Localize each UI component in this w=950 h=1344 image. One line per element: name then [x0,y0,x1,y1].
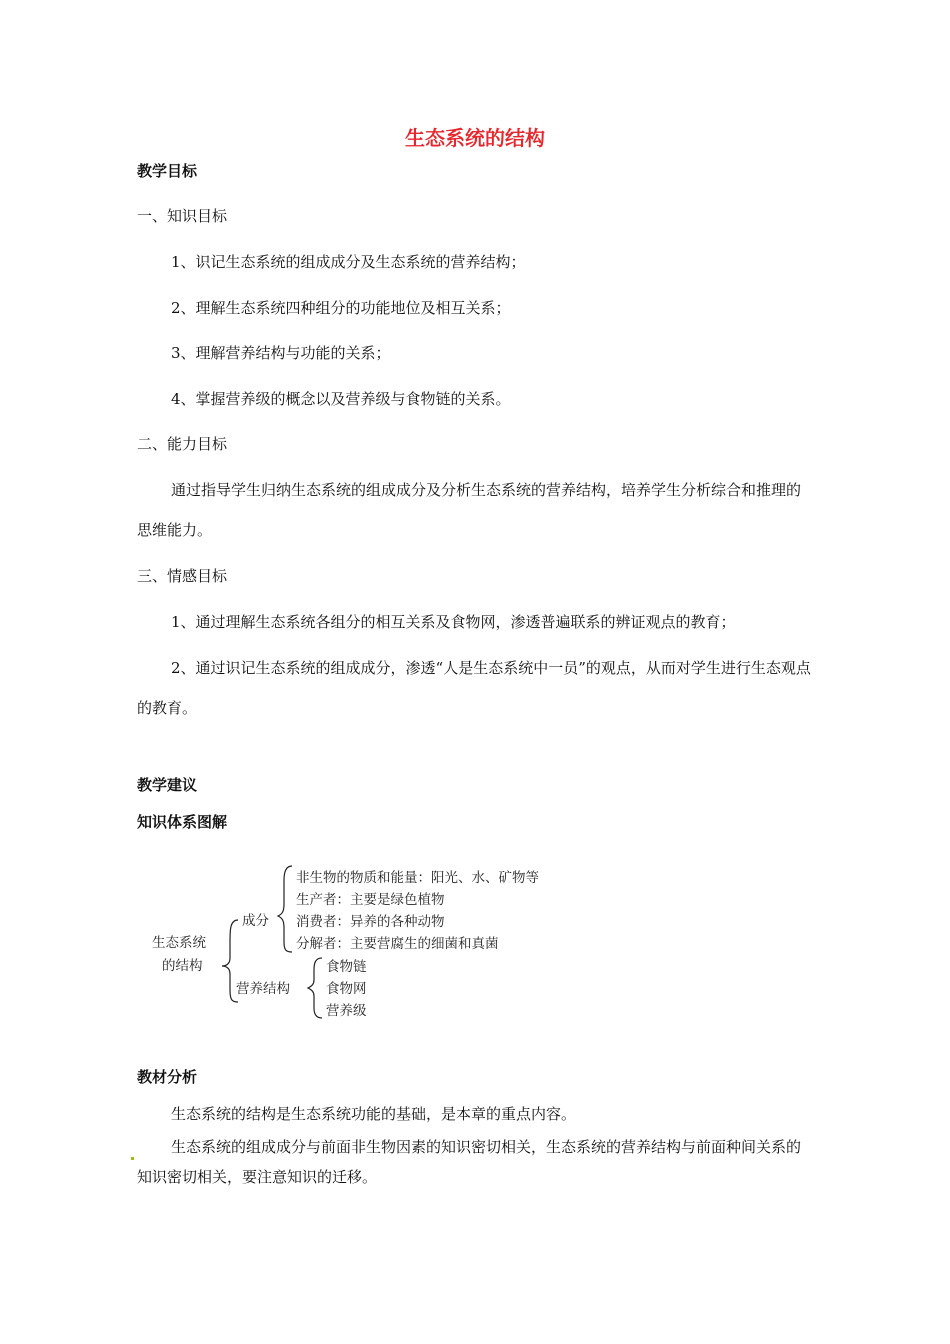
diagram-root-line2: 的结构 [162,958,203,974]
teaching-suggestions-heading: 教学建议 [137,776,198,794]
diagram-component-decomposer: 分解者：主要营腐生的细菌和真菌 [296,936,499,952]
material-analysis-p2: 生态系统的组成成分与前面非生物因素的知识密切相关，生态系统的营养结构与前面种间关系的知识密切相关，要注意知识的迁移。 [137,1138,802,1186]
components-brace [278,866,292,952]
teaching-goals-heading: 教学目标 [137,162,198,180]
emotion-item-1: 1、通过理解生态系统各组分的相互关系及食物网，渗透普遍联系的辨证观点的教育； [171,613,736,631]
stray-mark [131,1157,134,1160]
diagram-trophic-level: 营养级 [326,1003,367,1019]
knowledge-structure-diagram [150,862,590,1022]
document-title: 生态系统的结构 [405,126,545,150]
knowledge-diagram-heading: 知识体系图解 [137,813,228,831]
material-analysis-heading: 教材分析 [137,1068,198,1086]
diagram-component-producer: 生产者：主要是绿色植物 [296,892,445,908]
emotion-goals-heading: 三、情感目标 [137,567,228,585]
diagram-component-consumer: 消费者：异养的各种动物 [296,914,445,930]
diagram-component-abiotic: 非生物的物质和能量：阳光、水、矿物等 [296,870,539,886]
diagram-root-line1: 生态系统 [152,935,206,951]
knowledge-item-3: 3、理解营养结构与功能的关系； [171,344,391,362]
diagram-trophic-food-chain: 食物链 [326,959,367,975]
emotion-item-2: 2、通过识记生态系统的组成成分，渗透“人是生态系统中一员”的观点，从而对学生进行生态观点的教育。 [137,659,811,717]
knowledge-goals-heading: 一、知识目标 [137,207,228,225]
ability-goals-text: 通过指导学生归纳生态系统的组成成分及分析生态系统的营养结构，培养学生分析综合和推理的思维能力。 [137,481,802,539]
trophic-brace [308,958,322,1018]
ability-goals-heading: 二、能力目标 [137,435,228,453]
diagram-branch-trophic: 营养结构 [236,981,290,997]
diagram-branch-components: 成分 [242,913,269,929]
diagram-trophic-food-web: 食物网 [326,981,367,997]
knowledge-item-4: 4、掌握营养级的概念以及营养级与食物链的关系。 [171,390,511,408]
material-analysis-p1: 生态系统的结构是生态系统功能的基础，是本章的重点内容。 [171,1105,577,1123]
knowledge-item-1: 1、识记生态系统的组成成分及生态系统的营养结构； [171,253,526,271]
knowledge-item-2: 2、理解生态系统四种组分的功能地位及相互关系； [171,299,511,317]
